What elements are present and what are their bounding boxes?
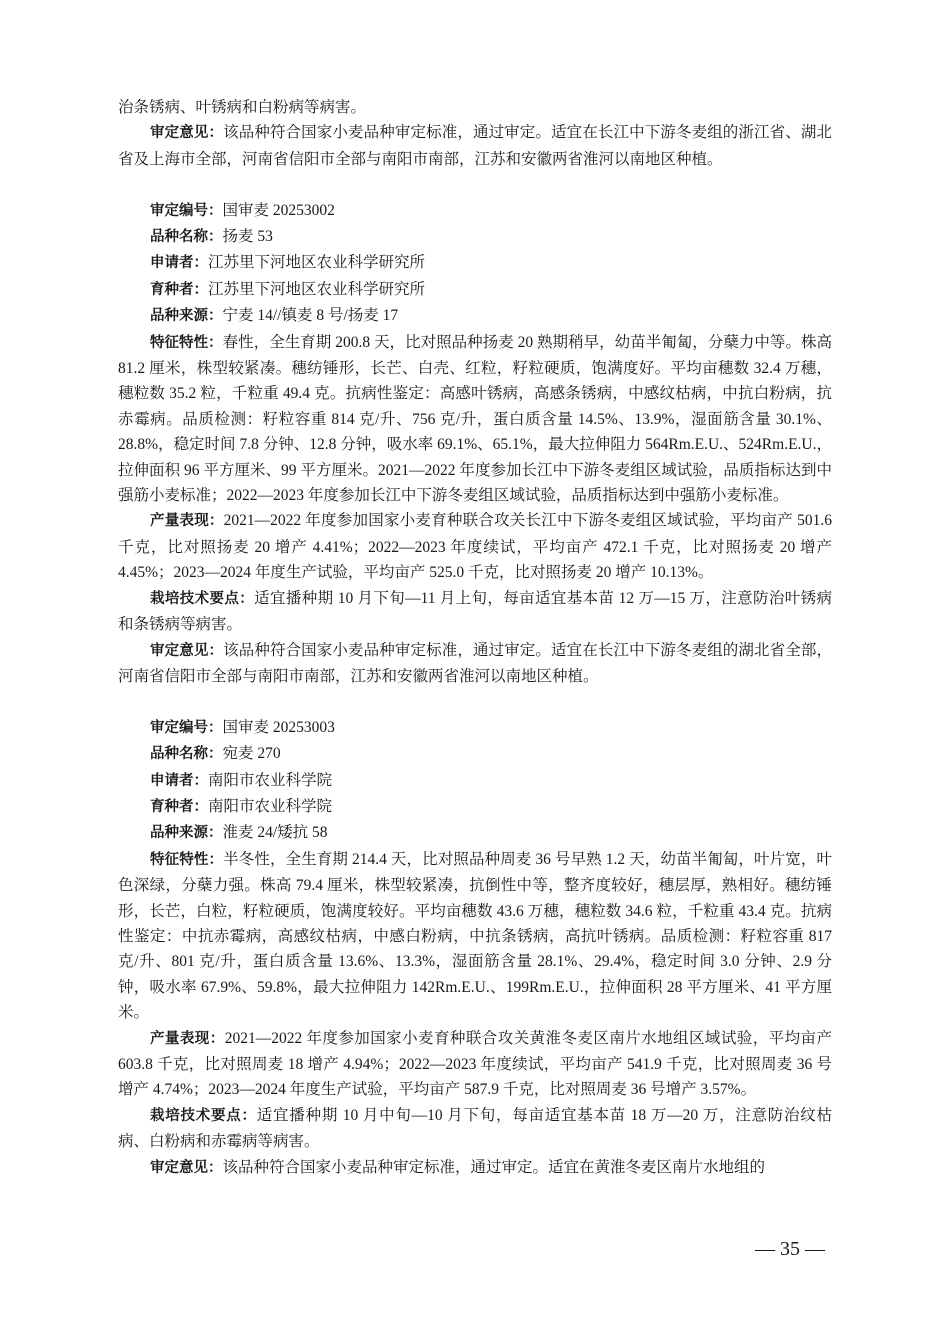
paragraph	[118, 847, 832, 1026]
paragraph	[118, 1103, 832, 1155]
field-row	[118, 277, 832, 303]
text: 南阳市农业科学院	[208, 771, 333, 789]
paragraph	[118, 586, 832, 638]
variety-section	[118, 715, 832, 1181]
label: 育种者：	[150, 798, 208, 815]
paragraph	[118, 1155, 832, 1181]
label: 申请者：	[150, 255, 208, 272]
label: 栽培技术要点：	[150, 590, 255, 607]
field-row	[118, 794, 832, 820]
text: 该品种符合国家小麦品种审定标准，通过审定。适宜在长江中下游冬麦组的湖北省全部，河南省信阳市全部与南阳市南部，江苏和安徽两省淮河以南地区种植。	[118, 641, 833, 685]
paragraph	[118, 1026, 832, 1103]
text: 半冬性，全生育期 214.4 天，比对照品种周麦 36 号早熟 1.2 天，幼苗半匍匐，叶片宽，叶色深绿，分蘖力强。株高 79.4 厘米，株型较紧凑，抗倒性中等，整齐度较好，穗层厚，熟相好。穗纺锤形，长芒，白粒，籽粒硬质，饱满度较好。平均亩穗数 43.6 万穗，穗粒数 34.6 粒，千粒重 43.4 克。抗病性鉴定：中抗赤霉病，高感纹枯病，中感白粉病，中抗条锈病，高抗叶锈病。品质检测：籽粒容重 817 克/升、801 克/升，蛋白质含量 13.6%、13.3%，湿面筋含量 28.1%、29.4%，稳定时间 3.0 分钟、2.9 分钟，吸水率 67.9%、59.8%，最大拉伸阻力 142Rm.E.U.、199Rm.E.U.，拉伸面积 28 平方厘米、41 平方厘米。	[118, 850, 833, 1022]
paragraph	[118, 508, 832, 585]
field-row	[118, 715, 832, 741]
label: 审定编号：	[150, 719, 223, 736]
text: 2021—2022 年度参加国家小麦育种联合攻关黄淮冬麦区南片水地组区域试验，平均亩产 603.8 千克，比对照周麦 18 增产 4.94%；2022—2023 年度续试，平均亩产 541.9 千克，比对照周麦 36 号增产 4.74%；2023—2024 年度生产试验，平均亩产 587.9 千克，比对照周麦 36 号增产 3.57%。	[118, 1029, 832, 1099]
text: 适宜播种期 10 月中旬—10 月下旬，每亩适宜基本苗 18 万—20 万，注意防治纹枯病、白粉病和赤霉病等病害。	[118, 1106, 832, 1151]
field-row	[118, 820, 832, 846]
label: 审定意见：	[150, 1159, 223, 1176]
label: 栽培技术要点：	[150, 1107, 257, 1124]
text: 南阳市农业科学院	[208, 797, 333, 815]
text: 该品种符合国家小麦品种审定标准，通过审定。适宜在长江中下游冬麦组的浙江省、湖北省及上海市全部，河南省信阳市全部与南阳市南部，江苏和安徽两省淮河以南地区种植。	[118, 124, 833, 168]
text: 淮麦 24/矮抗 58	[222, 824, 328, 842]
field-row	[118, 741, 832, 767]
field-row	[118, 303, 832, 329]
variety-section	[118, 198, 832, 690]
paragraph	[118, 638, 832, 690]
label: 品种来源：	[150, 825, 223, 842]
intro-tail: 治条锈病、叶锈病和白粉病等病害。	[118, 99, 367, 116]
text: 江苏里下河地区农业科学研究所	[208, 280, 426, 298]
text: 扬麦 53	[222, 228, 273, 246]
label: 产量表现：	[150, 1030, 225, 1047]
intro-opinion	[118, 120, 832, 172]
text: 适宜播种期 10 月下旬—11 月上旬，每亩适宜基本苗 12 万—15 万，注意防治叶锈病和条锈病等病害。	[118, 589, 833, 634]
text: 国审麦 20253002	[222, 201, 335, 219]
label: 品种名称：	[150, 746, 223, 763]
text: 该品种符合国家小麦品种审定标准，通过审定。适宜在黄淮冬麦区南片水地组的	[222, 1158, 766, 1176]
text: 春性，全生育期 200.8 天，比对照品种扬麦 20 熟期稍早，幼苗半匍匐，分蘖力中等。株高 81.2 厘米，株型较紧凑。穗纺锤形，长芒、白壳、红粒，籽粒硬质，饱满度好。平均亩穗数 32.4 万穗，穗粒数 35.2 粒，千粒重 49.4 克。抗病性鉴定：高感叶锈病，高感条锈病，中感纹枯病，中抗白粉病，抗赤霉病。品质检测：籽粒容重 814 克/升、756 克/升，蛋白质含量 14.5%、13.9%，湿面筋含量 30.1%、28.8%，稳定时间 7.8 分钟、12.8 分钟，吸水率 69.1%、65.1%，最大拉伸阻力 564Rm.E.U.、524Rm.E.U.，拉伸面积 96 平方厘米、99 平方厘米。2021—2022 年度参加长江中下游冬麦组区域试验，品质指标达到中强筋小麦标准；2022—2023 年度参加长江中下游冬麦组区域试验，品质指标达到中强筋小麦标准。	[118, 333, 832, 505]
label: 育种者：	[150, 281, 208, 298]
field-row	[118, 250, 832, 276]
text: 宛麦 270	[222, 745, 281, 763]
label: 品种来源：	[150, 308, 223, 325]
label: 审定编号：	[150, 202, 223, 219]
paragraph	[118, 330, 832, 509]
field-row	[118, 768, 832, 794]
text: 江苏里下河地区农业科学研究所	[208, 254, 426, 272]
text: 国审麦 20253003	[222, 718, 335, 736]
field-row	[118, 198, 832, 224]
label: 特征特性：	[150, 334, 223, 351]
text: 2021—2022 年度参加国家小麦育种联合攻关长江中下游冬麦组区域试验，平均亩产 501.6 千克，比对照扬麦 20 增产 4.41%；2022—2023 年度续试，平均亩产 472.1 千克，比对照扬麦 20 增产 4.45%；2023—2024 年度生产试验，平均亩产 525.0 千克，比对照扬麦 20 增产 10.13%。	[118, 512, 832, 582]
label: 品种名称：	[150, 229, 223, 246]
label: 申请者：	[150, 772, 208, 789]
label: 产量表现：	[150, 513, 224, 530]
label: 审定意见：	[150, 125, 224, 142]
label: 审定意见：	[150, 642, 224, 659]
text: 宁麦 14//镇麦 8 号/扬麦 17	[222, 307, 399, 325]
document-body	[118, 95, 832, 1181]
label: 特征特性：	[150, 851, 224, 868]
page-number: — 35 —	[755, 1238, 825, 1260]
field-row	[118, 224, 832, 250]
